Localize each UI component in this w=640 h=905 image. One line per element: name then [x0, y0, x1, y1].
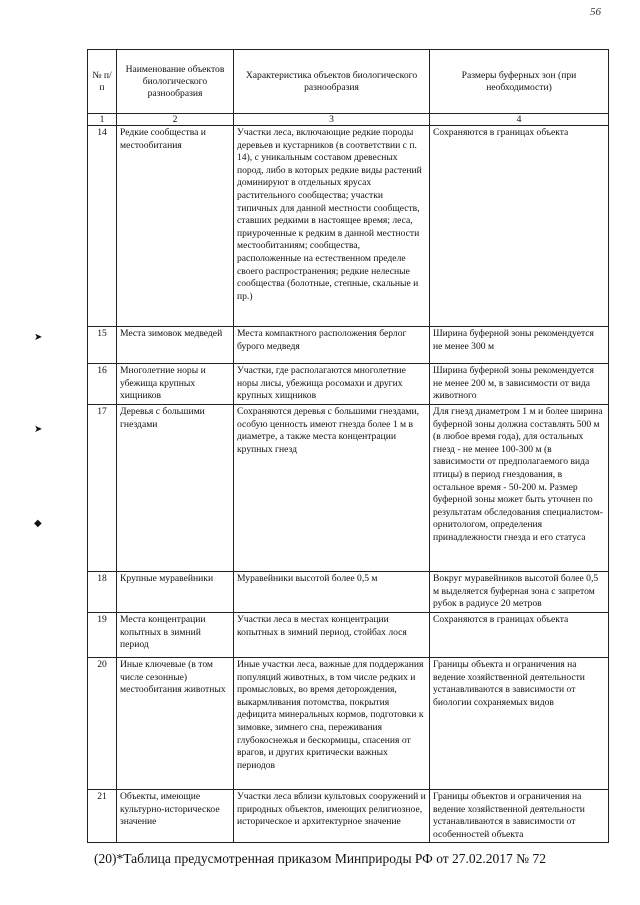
table-row: [88, 327, 609, 364]
buffer-zone: Сохраняются в границах объекта: [430, 613, 609, 658]
object-name: Редкие сообщества и местообитания: [117, 126, 234, 327]
object-characteristic: Иные участки леса, важные для поддержания популяций животных, в том числе редких и промысловых, во время деторождения, выкармливания потомства, покрытия дефицита минеральных кормов, подготовки к зимовке, зимнего сна, переживания глубокоснежья и бескормицы, спасения от врагов, и других критически важных периодов: [234, 658, 430, 790]
table-footnote: (20)*Таблица предусмотренная приказом Минприроды РФ от 27.02.2017 № 72: [94, 851, 546, 866]
buffer-zone: Ширина буферной зоны рекомендуется не менее 200 м, в зависимости от вида животного: [430, 364, 609, 405]
table-row: [88, 405, 609, 572]
object-name: Объекты, имеющие культурно-историческое значение: [117, 790, 234, 843]
object-characteristic: Участки леса вблизи культовых сооружений и природных объектов, имеющих религиозное, историческое и архитектурное значение: [234, 790, 430, 843]
header-name: Наименование объектов биологического разнообразия: [117, 50, 234, 114]
column-number: 2: [117, 114, 234, 126]
table-header-row: [88, 50, 609, 114]
object-name: Деревья с большими гнездами: [117, 405, 234, 572]
object-characteristic: Участки, где располагаются многолетние норы лисы, убежища росомахи и других крупных хищников: [234, 364, 430, 405]
object-characteristic: Места компактного расположения берлог бурого медведя: [234, 327, 430, 364]
page-mark: 56: [590, 6, 601, 18]
margin-bullet: ➤: [34, 424, 43, 435]
margin-bullet: ➤: [34, 332, 43, 343]
row-number: 17: [88, 405, 117, 572]
object-name: Места концентрации копытных в зимний период: [117, 613, 234, 658]
buffer-zone: Границы объектов и ограничения на ведение хозяйственной деятельности устанавливаются в зависимости от особенностей объекта: [430, 790, 609, 843]
biodiversity-objects-table: [87, 49, 609, 843]
row-number: 14: [88, 126, 117, 327]
table-row: [88, 126, 609, 327]
column-number: 1: [88, 114, 117, 126]
table-row: [88, 658, 609, 790]
buffer-zone: Для гнезд диаметром 1 м и более ширина буферной зоны должна составлять 500 м (в любое время года), для остальных гнезд - не менее 100-300 м (в зависимости от предполагаемого вида птицы) в период гнездования, в остальное время - 50-200 м. Размер буферной зоны может быть уточнен по результатам обследования специалистом- орнитологом, определения принадлежности гнезда и его статуса: [430, 405, 609, 572]
row-number: 16: [88, 364, 117, 405]
object-characteristic: Участки леса, включающие редкие породы деревьев и кустарников (в соответствии с п. 14), с уникальным составом древесных пород, либо в которых редкие виды растений доминируют в отдельных ярусах растительного сообщества; участки типичных для данной местности сообществ, ставших редкими в настоящее время; леса, приуроченные к редким в данной местности местообитаниям; сообщества, расположенные на естественном пределе своего распространения; редкие нелесные сообщества (болотные, степные, скальные и пр.): [234, 126, 430, 327]
header-characteristic: Характеристика объектов биологического разнообразия: [234, 50, 430, 114]
table-row: [88, 572, 609, 613]
buffer-zone: Вокруг муравейников высотой более 0,5 м выделяется буферная зона с запретом рубок в радиусе 20 метров: [430, 572, 609, 613]
column-number: 4: [430, 114, 609, 126]
buffer-zone: Ширина буферной зоны рекомендуется не менее 300 м: [430, 327, 609, 364]
object-name: Многолетние норы и убежища крупных хищников: [117, 364, 234, 405]
margin-bullet: ◆: [34, 518, 42, 529]
object-name: Места зимовок медведей: [117, 327, 234, 364]
table-row: [88, 364, 609, 405]
buffer-zone: Границы объекта и ограничения на ведение хозяйственной деятельности устанавливаются в зависимости от биологии сохраняемых видов: [430, 658, 609, 790]
column-number-row: [88, 114, 609, 126]
object-characteristic: Муравейники высотой более 0,5 м: [234, 572, 430, 613]
row-number: 20: [88, 658, 117, 790]
object-name: Иные ключевые (в том числе сезонные) местообитания животных: [117, 658, 234, 790]
column-number: 3: [234, 114, 430, 126]
table-row: [88, 613, 609, 658]
header-number: № п/п: [88, 50, 117, 114]
object-characteristic: Участки леса в местах концентрации копытных в зимний период, стойбах лося: [234, 613, 430, 658]
row-number: 21: [88, 790, 117, 843]
row-number: 18: [88, 572, 117, 613]
header-buffer: Размеры буферных зон (при необходимости): [430, 50, 609, 114]
object-name: Крупные муравейники: [117, 572, 234, 613]
object-characteristic: Сохраняются деревья с большими гнездами, особую ценность имеют гнезда более 1 м в диаметре, а также места концентрации крупных гнезд: [234, 405, 430, 572]
row-number: 15: [88, 327, 117, 364]
row-number: 19: [88, 613, 117, 658]
table-row: [88, 790, 609, 843]
buffer-zone: Сохраняются в границах объекта: [430, 126, 609, 327]
